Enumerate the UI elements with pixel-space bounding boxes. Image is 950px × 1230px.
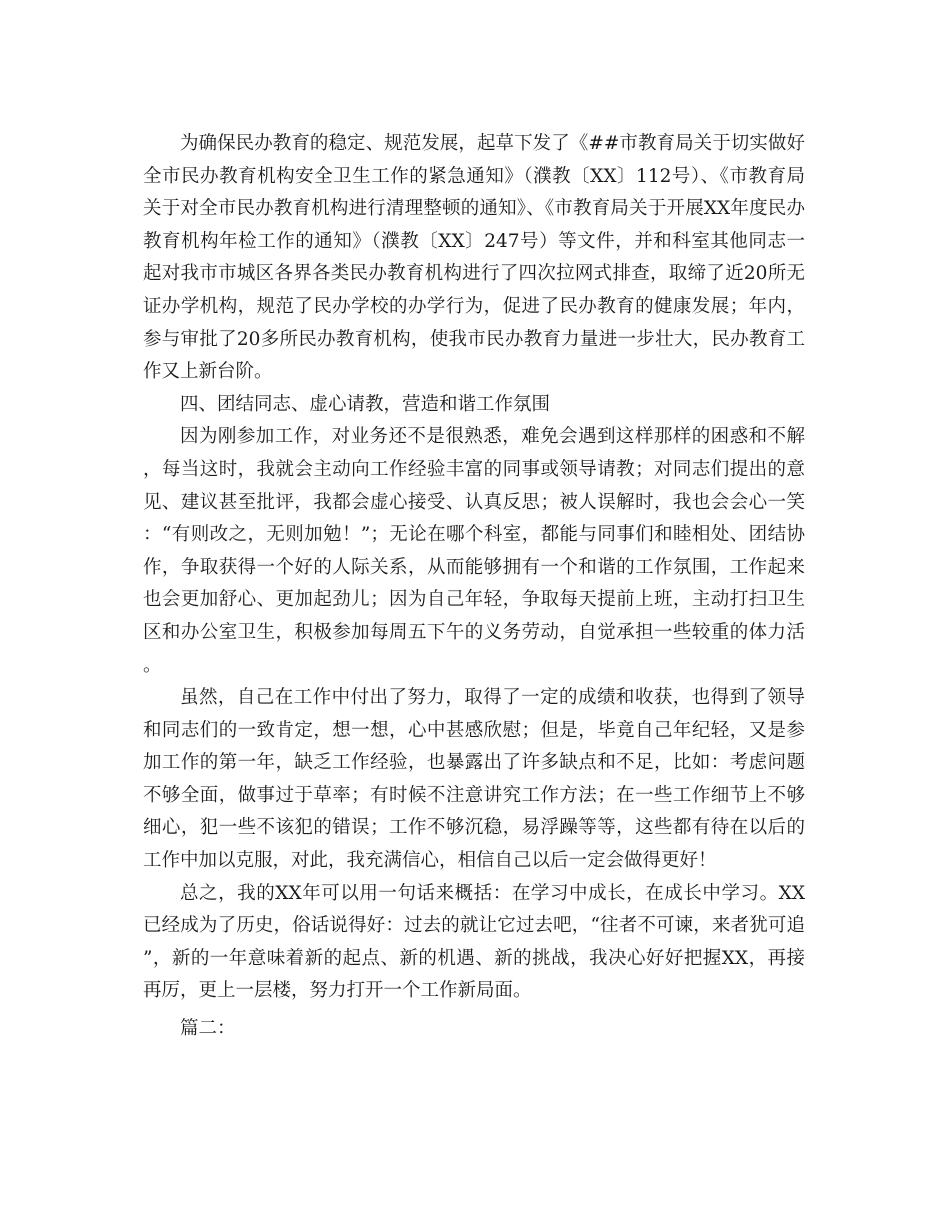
paragraph-shortcomings: 虽然，自己在工作中付出了努力，取得了一定的成绩和收获，也得到了领导和同志们的一致肯定，想一想，心中甚感欣慰；但是，毕竟自己年纪轻，又是参加工作的第一年，缺乏工作经验，也暴露出了许多缺点和不足，比如：考虑问题不够全面，做事过于草率；有时候不注意讲究工作方法；在一些工作细节上不够细心，犯一些不该犯的错误；工作不够沉稳，易浮躁等等，这些都有待在以后的工作中加以克服，对此，我充满信心，相信自己以后一定会做得更好！ [143,687,805,872]
document-body [143,128,805,1046]
section-heading-unity: 四、团结同志、虚心请教，营造和谐工作氛围 [180,393,551,415]
paragraph-private-education: 为确保民办教育的稳定、规范发展，起草下发了《##市教育局关于切实做好全市民办教育机构安全卫生工作的紧急通知》（濮教〔XX〕112号）、《市教育局关于对全市民办教育机构进行清理整顿的通知》、《市教育局关于开展XX年度民办教育机构年检工作的通知》（濮教〔XX〕247号）等文件，并和科室其他同志一起对我市市城区各界各类民办教育机构进行了四次拉网式排查，取缔了近20所无证办学机构，规范了民办学校的办学行为，促进了民办教育的健康发展；年内，参与审批了20多所民办教育机构，使我市民办教育力量进一步壮大，民办教育工作又上新台阶。 [143,133,805,383]
paragraph-consult-colleagues: 因为刚参加工作，对业务还不是很熟悉，难免会遇到这样那样的困惑和不解，每当这时，我就会主动向工作经验丰富的同事或领导请教；对同志们提出的意见、建议甚至批评，我都会虚心接受、认真反思；被人误解时，我也会会心一笑：“有则改之，无则加勉！”；无论在哪个科室，都能与同事们和睦相处、团结协作，争取获得一个好的人际关系，从而能够拥有一个和谐的工作氛围，工作起来也会更加舒心、更加起劲儿；因为自己年轻，争取每天提前上班，主动打扫卫生区和办公室卫生，积极参加每周五下午的义务劳动，自觉承担一些较重的体力活。 [143,426,805,676]
paragraph-part-two: 篇二： [180,1018,236,1040]
paragraph-summary: 总之，我的XX年可以用一句话来概括：在学习中成长，在成长中学习。XX已经成为了历史，俗话说得好：过去的就让它过去吧，“往者不可谏，来者犹可追”，新的一年意味着新的起点、新的机遇、新的挑战，我决心好好把握XX，再接再厉，更上一层楼，努力打开一个工作新局面。 [143,882,805,1002]
